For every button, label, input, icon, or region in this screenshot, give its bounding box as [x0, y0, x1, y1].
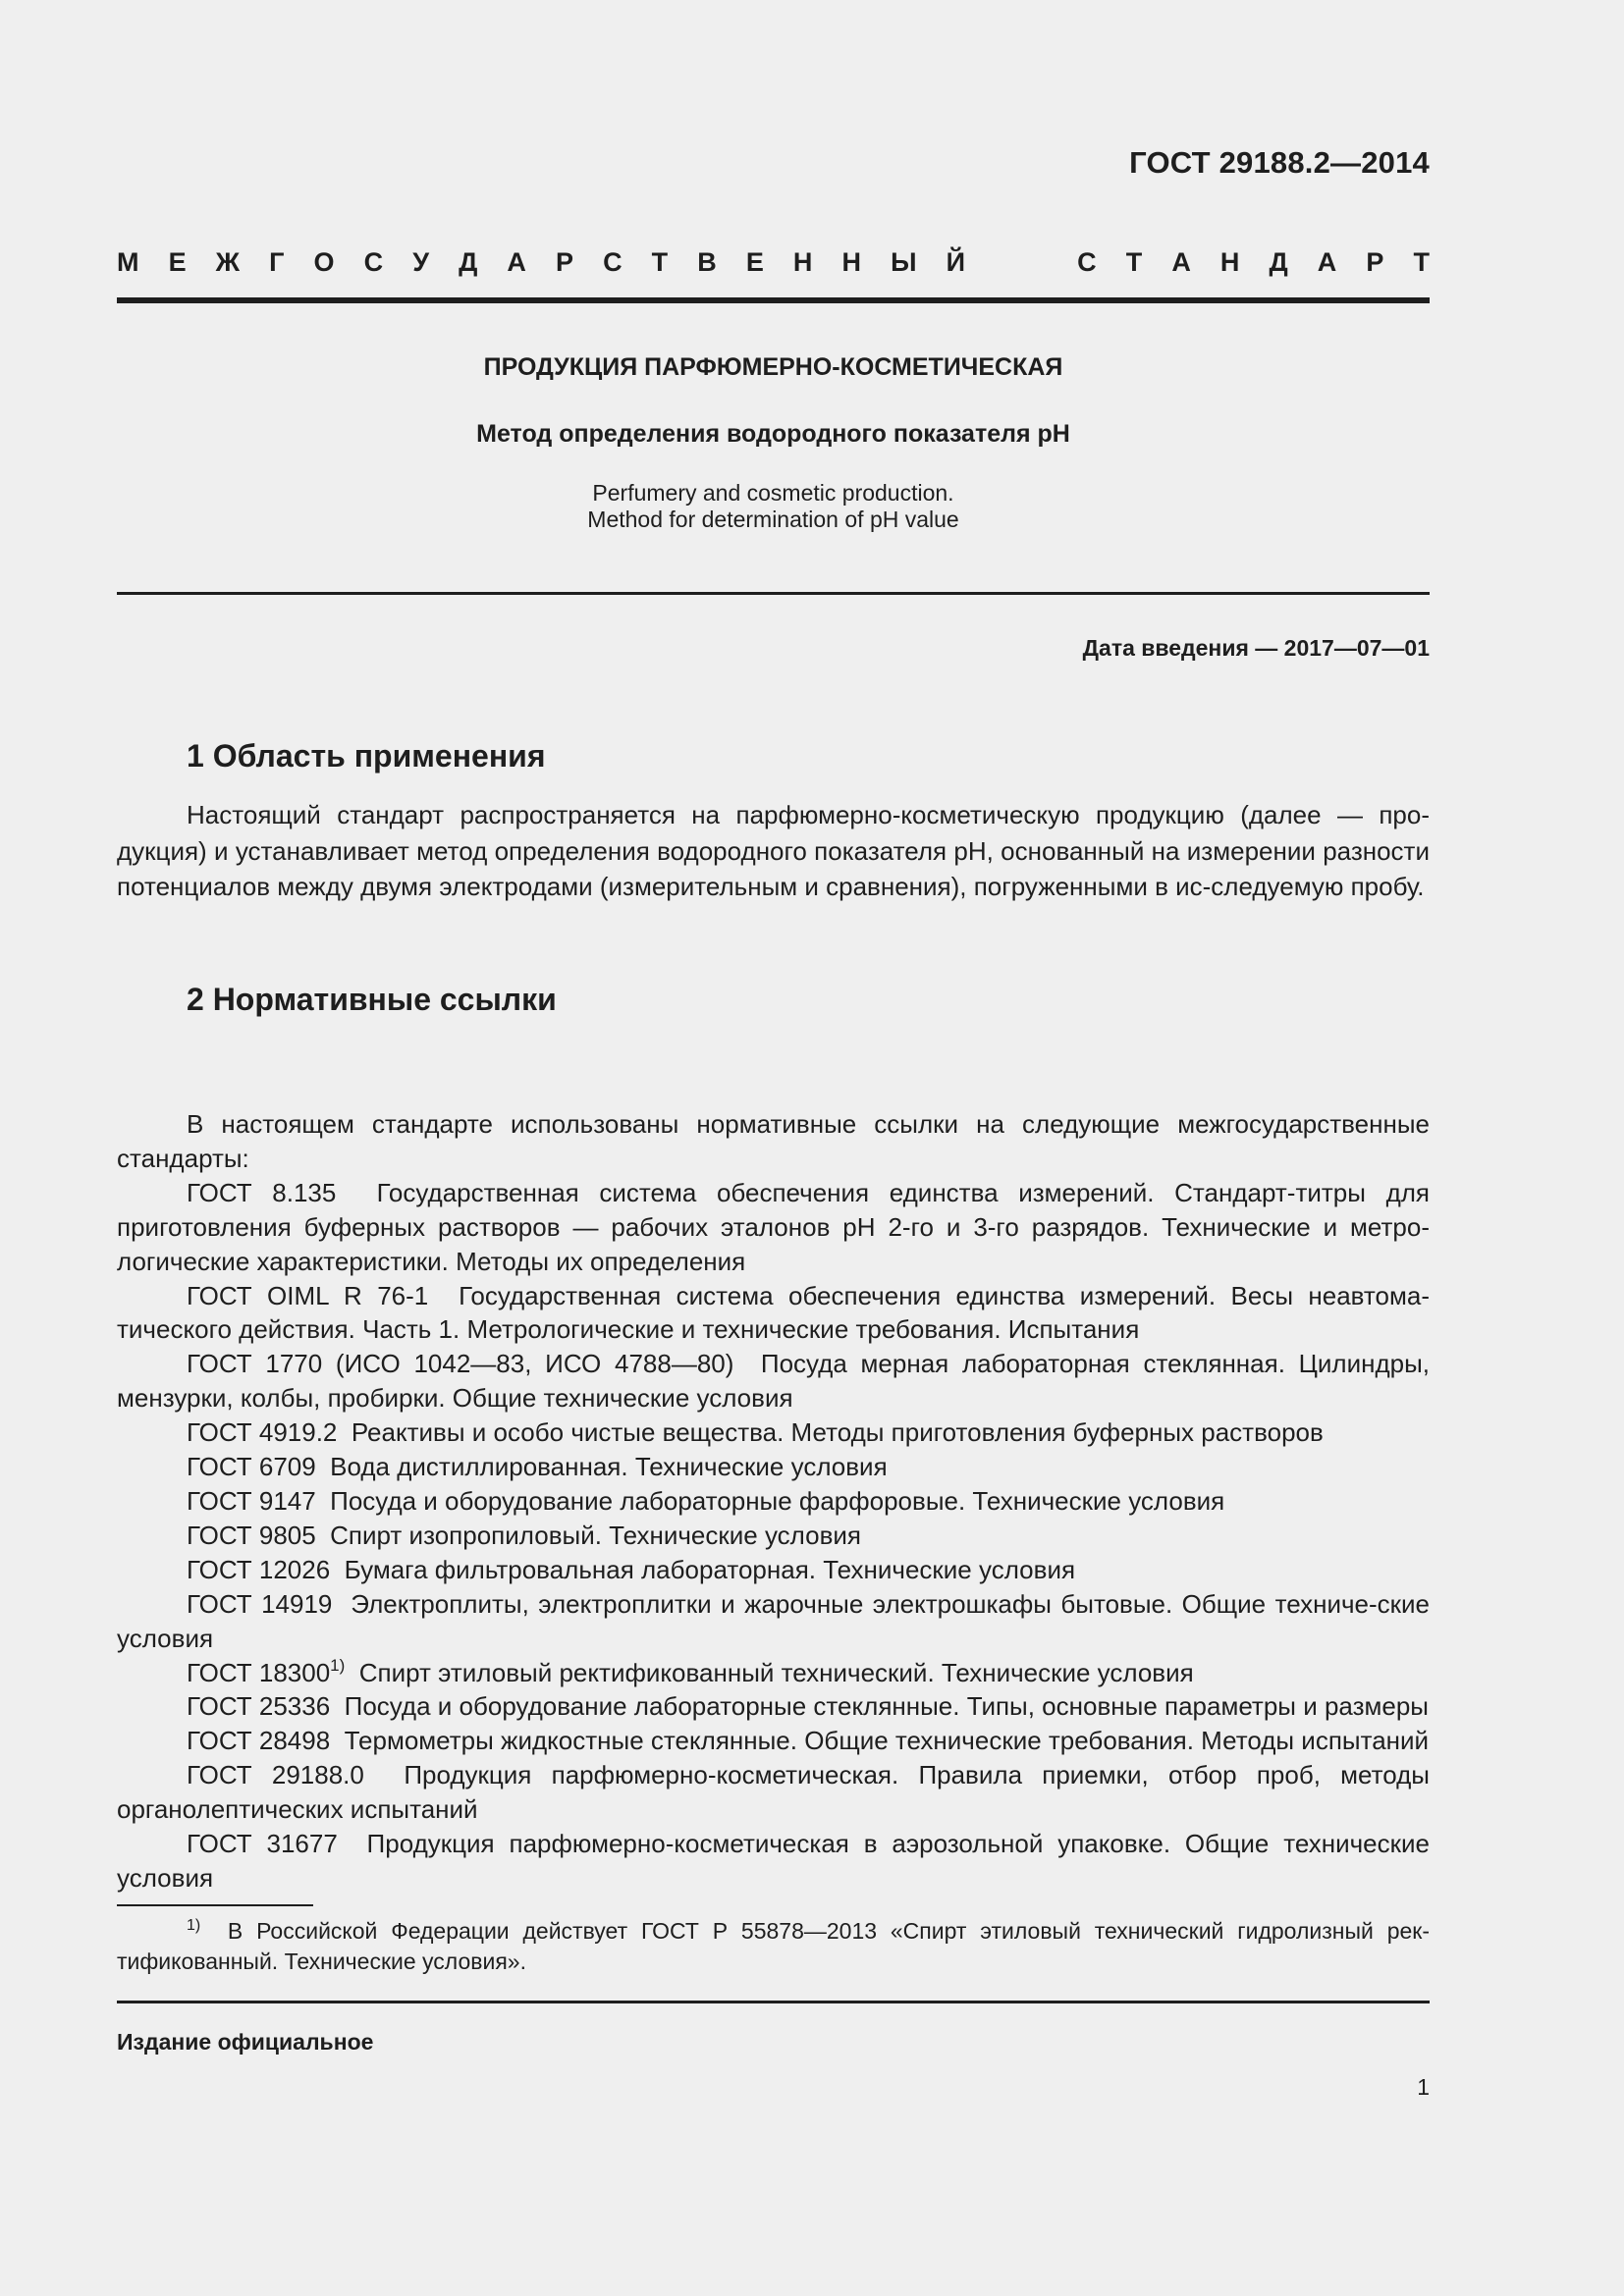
reference-code: ГОСТ 25336 — [187, 1691, 331, 1722]
reference-title: Реактивы и особо чистые вещества. Методы приготовления буферных растворов — [351, 1417, 1324, 1448]
header-rule — [117, 297, 1430, 303]
standard-category-heading — [117, 247, 1430, 278]
reference-title: Электроплиты, электроплитки и жарочные электрошкафы бытовые. Общие техниче-ские условия — [117, 1588, 1430, 1653]
category-letter: Н — [841, 247, 861, 277]
reference-item — [117, 1724, 1430, 1758]
footnote-rule — [117, 1904, 313, 1906]
category-letter: А — [507, 247, 526, 277]
reference-item — [117, 1689, 1430, 1724]
reference-title: Бумага фильтровальная лабораторная. Технические условия — [344, 1554, 1076, 1584]
reference-title: Посуда и оборудование лабораторные стеклянные. Типы, основные параметры и размеры — [344, 1691, 1429, 1722]
category-letter: М — [117, 247, 139, 277]
reference-code: ГОСТ 9147 — [187, 1485, 316, 1516]
references-intro: В настоящем стандарте использованы нормативные ссылки на следующие межгосударственные стандарты: — [117, 1109, 1430, 1173]
reference-item — [117, 1484, 1430, 1519]
reference-item — [117, 1347, 1430, 1415]
title-english-line1: Perfumery and cosmetic production. — [592, 480, 954, 506]
reference-code: ГОСТ 14919 — [187, 1588, 333, 1619]
category-letter: Р — [1366, 247, 1384, 277]
reference-item — [117, 1519, 1430, 1553]
category-letter: А — [1171, 247, 1191, 277]
reference-item — [117, 1279, 1430, 1348]
category-letter: Н — [1219, 247, 1240, 277]
category-letter: Е — [168, 247, 187, 277]
category-letter: С — [1077, 247, 1097, 277]
reference-code: ГОСТ 1770 (ИСО 1042—83, ИСО 4788—80) — [187, 1349, 734, 1379]
title-rule — [117, 592, 1430, 595]
page-number: 1 — [1417, 2074, 1430, 2100]
title-russian: ПРОДУКЦИЯ ПАРФЮМЕРНО-КОСМЕТИЧЕСКАЯ — [483, 353, 1063, 381]
reference-title: Государственная система обеспечения единства измерений. Стандарт-титры для приготовления буферных растворов — рабочих эталонов pH 2-го и 3-го разрядов. Технические и метро-логические характеристики. Методы их определения — [117, 1177, 1430, 1276]
reference-code: ГОСТ 4919.2 — [187, 1417, 338, 1448]
reference-title: Государственная система обеспечения единства измерений. Весы неавтома-тического действия. Часть 1. Метрологические и технические требования. Испытания — [117, 1280, 1430, 1345]
category-letter: В — [697, 247, 717, 277]
reference-code: ГОСТ OIML R 76-1 — [187, 1280, 429, 1310]
standard-number: ГОСТ 29188.2—2014 — [1129, 145, 1430, 180]
footnote — [117, 1916, 1430, 1977]
section-1-heading: 1 Область применения — [187, 738, 546, 774]
reference-title: Посуда и оборудование лабораторные фарфоровые. Технические условия — [330, 1485, 1225, 1516]
reference-item — [117, 1450, 1430, 1484]
reference-code: ГОСТ 29188.0 — [187, 1760, 364, 1790]
category-letter: Ж — [215, 247, 241, 277]
reference-item — [117, 1827, 1430, 1896]
category-letter: С — [603, 247, 623, 277]
reference-title: Посуда мерная лабораторная стеклянная. Цилиндры, мензурки, колбы, пробирки. Общие технические условия — [117, 1349, 1431, 1414]
normative-references — [117, 1107, 1430, 1896]
reference-item — [117, 1758, 1430, 1827]
category-letter: Ы — [891, 247, 917, 277]
title-english-line2: Method for determination of pH value — [587, 507, 959, 532]
reference-code: ГОСТ 9805 — [187, 1520, 316, 1550]
category-letter: У — [412, 247, 430, 277]
footer-rule — [117, 2001, 1430, 2003]
category-letter: Е — [745, 247, 764, 277]
footnote-mark: 1) — [187, 1917, 201, 1934]
subtitle-russian: Метод определения водородного показателя pH — [476, 420, 1070, 448]
category-letter: Н — [792, 247, 813, 277]
reference-code: ГОСТ 31677 — [187, 1829, 338, 1859]
reference-item — [117, 1587, 1430, 1656]
category-letter: Т — [1125, 247, 1143, 277]
category-letter: С — [363, 247, 384, 277]
footnote-reference-mark: 1) — [330, 1655, 346, 1675]
category-letter: А — [1317, 247, 1337, 277]
reference-title: Вода дистиллированная. Технические условия — [330, 1452, 888, 1482]
reference-title: Спирт этиловый ректификованный технический. Технические условия — [358, 1657, 1194, 1687]
reference-item — [117, 1176, 1430, 1279]
official-edition-label: Издание официальное — [117, 2029, 374, 2055]
reference-title: Продукция парфюмерно-косметическая. Правила приемки, отбор проб, методы органолептических испытаний — [117, 1760, 1430, 1825]
category-letter: Р — [556, 247, 574, 277]
footnote-text: В Российской Федерации действует ГОСТ Р 55878—2013 «Спирт этиловый технический гидролизный рек-тификованный. Технические условия». — [117, 1918, 1431, 1974]
reference-item — [117, 1656, 1430, 1690]
reference-code: ГОСТ 8.135 — [187, 1177, 337, 1207]
reference-code: ГОСТ 12026 — [187, 1554, 331, 1584]
category-letter: Т — [1413, 247, 1430, 277]
category-letter: Т — [651, 247, 669, 277]
category-letter: Д — [459, 247, 478, 277]
introduction-date: Дата введения — 2017—07—01 — [1082, 635, 1430, 661]
document-page — [117, 0, 1430, 2296]
title-english — [117, 480, 1430, 533]
reference-item — [117, 1415, 1430, 1450]
section-1-text: Настоящий стандарт распространяется на парфюмерно-косметическую продукцию (далее — про-дукция) и устанавливает метод определения водородного показателя pH, основанный на измерении разности потенциалов между двумя электродами (измерительным и сравнения), погруженными в ис-следуемую пробу. — [117, 800, 1430, 901]
category-letter: Г — [269, 247, 285, 277]
category-letter: Й — [946, 247, 965, 277]
reference-code: ГОСТ 28498 — [187, 1726, 331, 1756]
reference-code: ГОСТ 18300 — [187, 1657, 331, 1687]
category-letter: О — [313, 247, 335, 277]
reference-code: ГОСТ 6709 — [187, 1452, 316, 1482]
reference-title: Продукция парфюмерно-косметическая в аэрозольной упаковке. Общие технические условия — [117, 1829, 1431, 1893]
category-word-gap — [995, 247, 1048, 278]
reference-title: Термометры жидкостные стеклянные. Общие технические требования. Методы испытаний — [344, 1726, 1430, 1756]
section-2-heading: 2 Нормативные ссылки — [187, 982, 557, 1017]
reference-title: Спирт изопропиловый. Технические условия — [330, 1520, 861, 1550]
category-letter: Д — [1269, 247, 1288, 277]
reference-item — [117, 1553, 1430, 1587]
